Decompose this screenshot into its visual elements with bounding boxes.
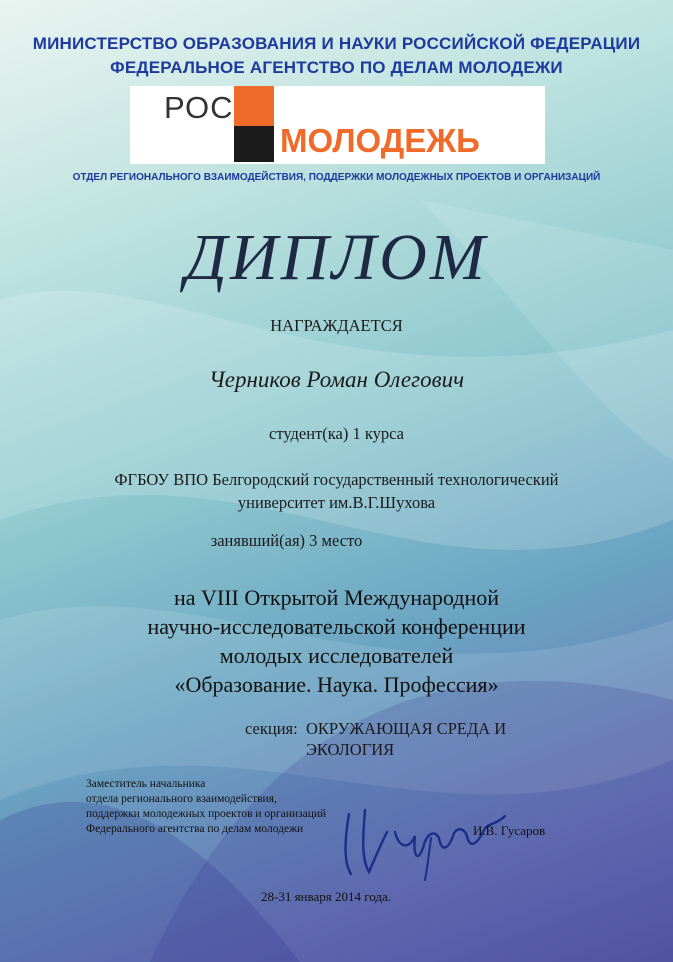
university-line-1: ФГБОУ ВПО Белгородский государственный технологический (114, 470, 559, 489)
awarded-label: НАГРАЖДАЕТСЯ (270, 316, 403, 335)
signer-position-line-1: Заместитель начальника (86, 778, 206, 790)
conference-line-1: на VIII Открытой Международной (173, 585, 500, 610)
signer-position-line-2: отдела регионального взаимодействия, (86, 793, 277, 805)
diploma-title: ДИПЛОМ (185, 221, 488, 294)
conference-line-4: «Образование. Наука. Профессия» (174, 672, 499, 697)
rosmolodezh-logo (130, 86, 545, 164)
place-text: занявший(ая) 3 место (210, 531, 363, 550)
section-value-line-1: ОКРУЖАЮЩАЯ СРЕДА И (306, 719, 507, 738)
signer-position-line-4: Федерального агентства по делам молодежи (86, 823, 304, 835)
ministry-heading: МИНИСТЕРСТВО ОБРАЗОВАНИЯ И НАУКИ РОССИЙСКОЙ ФЕДЕРАЦИИ (32, 34, 641, 53)
signer-position-line-3: поддержки молодежных проектов и организаций (86, 808, 327, 820)
section-label: секция: (245, 719, 298, 738)
logo-orange-square (234, 86, 274, 126)
section-value-line-2: ЭКОЛОГИЯ (306, 740, 395, 759)
agency-heading: ФЕДЕРАЛЬНОЕ АГЕНТСТВО ПО ДЕЛАМ МОЛОДЕЖИ (110, 58, 563, 77)
university-line-2: университет им.В.Г.Шухова (237, 493, 436, 512)
logo-text-molodezh: МОЛОДЕЖЬ (280, 122, 480, 159)
logo-black-square (234, 126, 274, 162)
recipient-name: Черников Роман Олегович (208, 367, 465, 392)
signer-name: И.В. Гусаров (473, 823, 546, 838)
conference-line-3: молодых исследователей (219, 643, 454, 668)
conference-line-2: научно-исследовательской конференции (147, 614, 526, 639)
logo-text-ros: РОС (164, 90, 234, 125)
event-date: 28-31 января 2014 года. (261, 889, 391, 904)
student-status: студент(ка) 1 курса (269, 424, 404, 443)
department-heading: ОТДЕЛ РЕГИОНАЛЬНОГО ВЗАИМОДЕЙСТВИЯ, ПОДДЕРЖКИ МОЛОДЕЖНЫХ ПРОЕКТОВ И ОРГАНИЗАЦИЙ (72, 172, 601, 183)
